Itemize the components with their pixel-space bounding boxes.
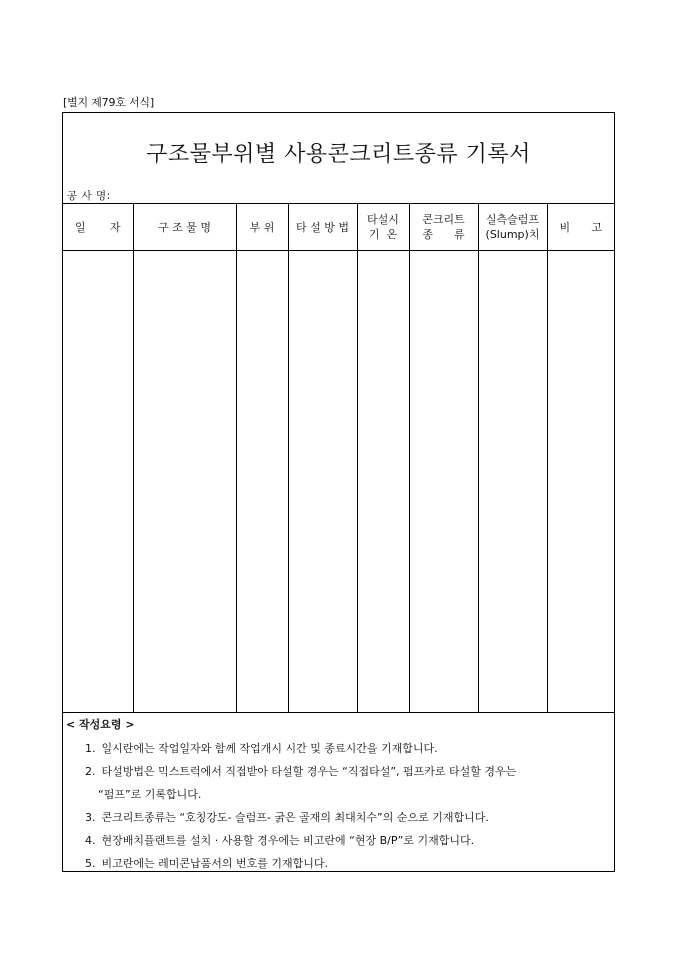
guide-item bbox=[85, 855, 328, 871]
header-row bbox=[63, 204, 614, 251]
guide-item bbox=[85, 740, 438, 756]
entry-row bbox=[63, 251, 614, 713]
guide-item bbox=[85, 832, 474, 848]
column-header-date: 일 자 bbox=[63, 204, 133, 251]
guide-item-continuation: “펌프”로 기록합니다. bbox=[98, 788, 202, 801]
column-header-structure: 구 조 물 명 bbox=[133, 204, 236, 251]
guide-item-number: 2. bbox=[85, 765, 96, 778]
remarks-cell[interactable] bbox=[547, 251, 614, 713]
form-number-label: [별지 제79호 서식] bbox=[63, 96, 154, 109]
measured-slump-cell[interactable] bbox=[478, 251, 547, 713]
column-header-placing-method: 타 설 방 법 bbox=[288, 204, 357, 251]
column-header-measured-slump: 실측슬럼프 (Slump)치 bbox=[478, 204, 547, 251]
structure-cell[interactable] bbox=[133, 251, 236, 713]
guide-item-text: 비고란에는 레미콘납품서의 번호를 기재합니다. bbox=[101, 857, 329, 870]
placing-method-cell[interactable] bbox=[288, 251, 357, 713]
column-header-remarks: 비 고 bbox=[547, 204, 614, 251]
concrete-type-cell[interactable] bbox=[409, 251, 478, 713]
guide-title: < 작성요령 > bbox=[66, 718, 135, 731]
guide-item-number: 1. bbox=[85, 742, 96, 755]
guide-item-number: 3. bbox=[85, 811, 96, 824]
site-name-label: 공 사 명: bbox=[67, 190, 111, 202]
form-frame bbox=[62, 112, 615, 872]
guide-item-text: 일시란에는 작업일자와 함께 작업개시 시간 및 종료시간을 기재합니다. bbox=[101, 742, 438, 755]
column-header-placing-temperature: 타설시 기 온 bbox=[357, 204, 409, 251]
record-table bbox=[63, 203, 614, 713]
placing-temperature-cell[interactable] bbox=[357, 251, 409, 713]
guide-item-text: 콘크리트종류는 “호칭강도- 슬럼프- 굵은 골재의 최대치수”의 순으로 기재합니다. bbox=[101, 811, 489, 824]
guide-item bbox=[85, 809, 489, 825]
column-header-concrete-type: 콘크리트 종 류 bbox=[409, 204, 478, 251]
guide-item-text: 타설방법은 믹스트럭에서 직접받아 타설할 경우는 “직접타설”, 펌프카로 타설할 경우는 bbox=[101, 765, 517, 778]
guide-item-text: 현장배치플랜트를 설치 · 사용할 경우에는 비고란에 “현장 B/P”로 기재합니다. bbox=[101, 834, 475, 847]
part-cell[interactable] bbox=[236, 251, 288, 713]
guide-item-number: 5. bbox=[85, 857, 96, 870]
form-title: 구조물부위별 사용콘크리트종류 기록서 bbox=[146, 142, 531, 167]
guide-item-number: 4. bbox=[85, 834, 96, 847]
column-header-part: 부 위 bbox=[236, 204, 288, 251]
guide-item bbox=[85, 763, 516, 779]
date-cell[interactable] bbox=[63, 251, 133, 713]
